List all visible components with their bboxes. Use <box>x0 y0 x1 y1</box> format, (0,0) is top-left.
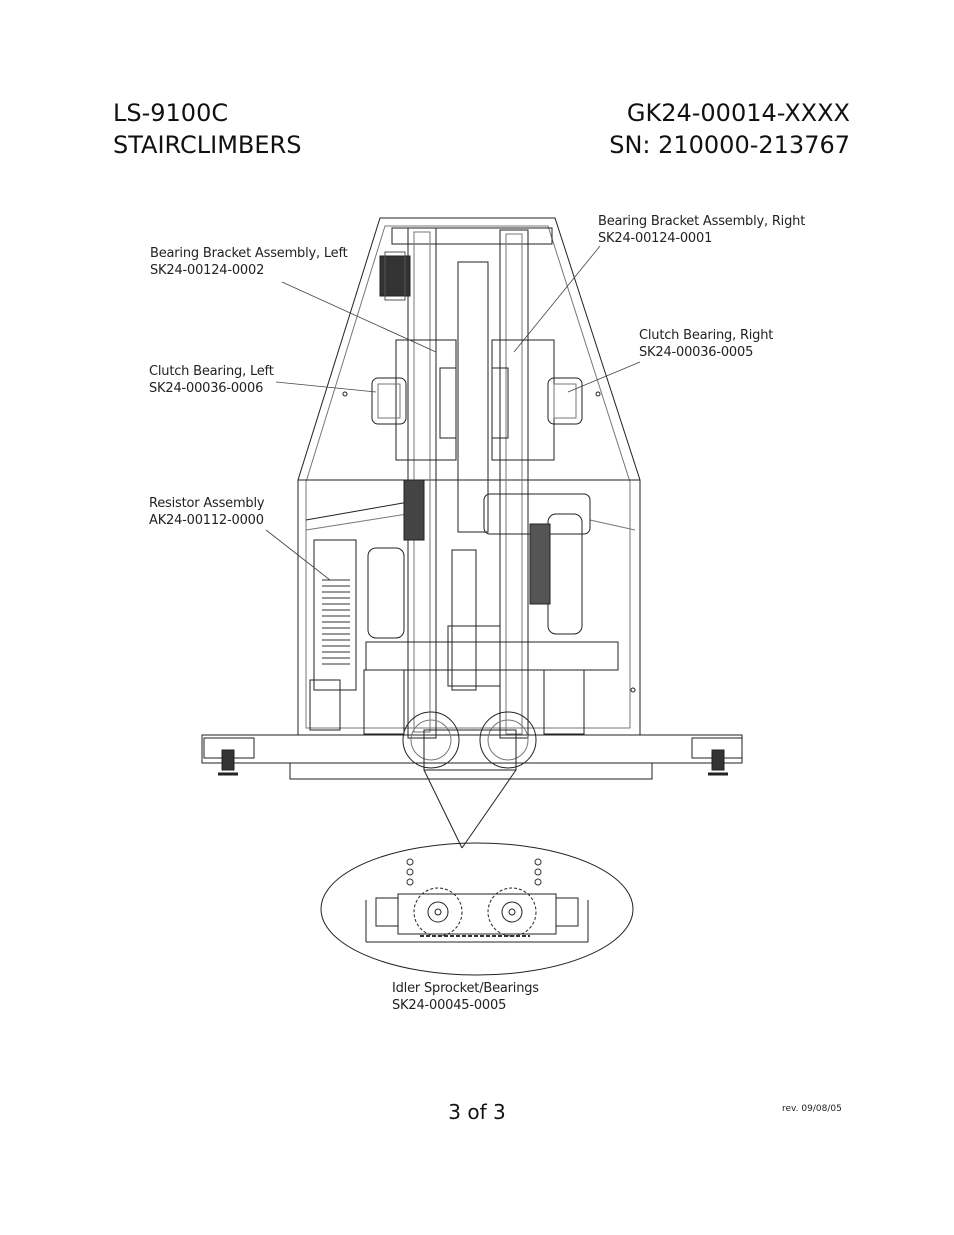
bearing-bracket-right <box>492 340 554 460</box>
page-number: 3 of 3 <box>448 1100 506 1124</box>
housing-inner <box>306 226 630 728</box>
detail-ellipse <box>321 843 633 975</box>
detail-sprocket-right <box>488 888 536 936</box>
right-plate <box>500 230 528 738</box>
callout-label: Resistor Assembly <box>149 496 265 511</box>
callout-part: SK24-00124-0002 <box>150 263 265 278</box>
resistor-body <box>314 540 356 690</box>
detail-sprocket-left <box>414 888 462 936</box>
callout-label: Idler Sprocket/Bearings <box>392 981 539 996</box>
callout-part: SK24-00124-0001 <box>598 231 713 246</box>
resistor-coils <box>322 580 350 664</box>
callout-label: Bearing Bracket Assembly, Left <box>150 246 348 261</box>
housing-outline <box>298 218 640 735</box>
callout-part: AK24-00112-0000 <box>149 513 264 528</box>
callout-clutch-bearing-right <box>639 327 773 361</box>
part-number: GK24-00014-XXXX <box>626 99 850 127</box>
callout-part: SK24-00036-0005 <box>639 345 754 360</box>
serial-range: SN: 210000-213767 <box>609 131 850 159</box>
base-plate <box>202 735 742 763</box>
callout-part: SK24-00036-0006 <box>149 381 264 396</box>
callout-bearing-bracket-right <box>598 213 805 247</box>
product-name: STAIRCLIMBERS <box>113 131 302 159</box>
clutch-bearing-left <box>372 378 406 424</box>
callout-resistor-assembly <box>149 495 264 529</box>
bearing-bracket-left <box>396 340 456 460</box>
clutch-bearing-right <box>548 378 582 424</box>
detail-chain <box>407 859 541 936</box>
leader-lines <box>266 246 640 580</box>
callout-label: Clutch Bearing, Right <box>639 328 774 343</box>
revision-date: rev. 09/08/05 <box>782 1104 842 1114</box>
callout-bearing-bracket-left <box>150 245 348 279</box>
callout-idler-sprocket <box>392 980 539 1014</box>
callout-part: SK24-00045-0005 <box>392 998 507 1013</box>
callout-label: Bearing Bracket Assembly, Right <box>598 214 806 229</box>
callout-label: Clutch Bearing, Left <box>149 364 274 379</box>
callout-clutch-bearing-left <box>149 363 274 397</box>
model-name: LS-9100C <box>113 99 229 127</box>
